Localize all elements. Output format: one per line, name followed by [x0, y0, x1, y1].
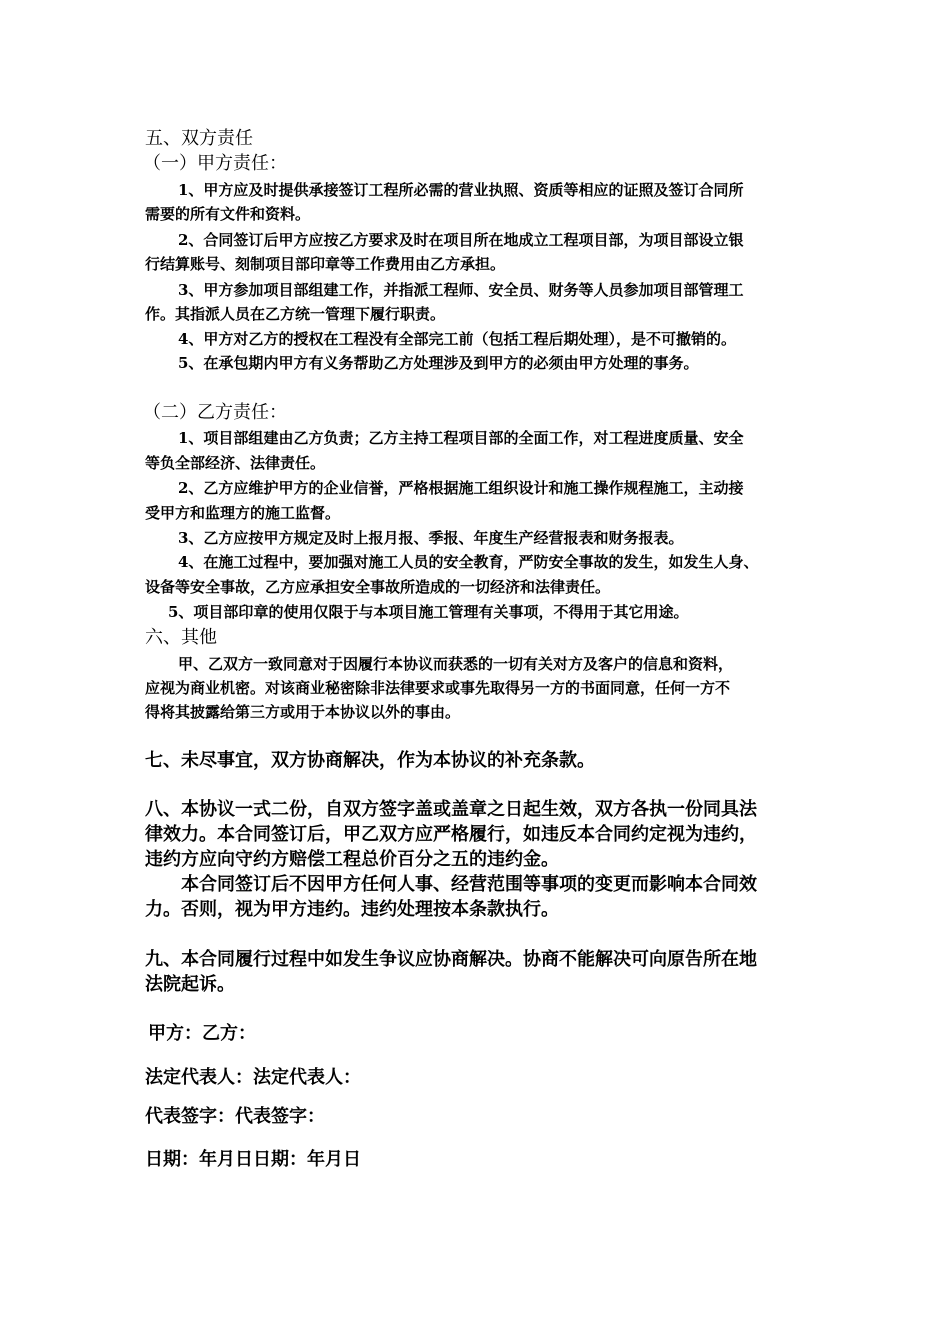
party-a-item-3-line-2: 作。其指派人员在乙方统一管理下履行职责。 — [145, 305, 446, 323]
party-b-item-5: 5、项目部印章的使用仅限于与本项目施工管理有关事项，不得用于其它用途。 — [168, 603, 689, 621]
party-b-item-3: 3、乙方应按甲方规定及时上报月报、季报、年度生产经营报表和财务报表。 — [178, 529, 684, 547]
section-7-text: 七、未尽事宜，双方协商解决，作为本协议的补充条款。 — [145, 750, 595, 771]
section-9-line-2: 法院起诉。 — [145, 974, 235, 995]
section-8-line-1: 八、本协议一式二份，自双方签字盖或盖章之日起生效，双方各执一份同具法 — [145, 799, 757, 820]
party-b-item-1-line-2: 等负全部经济、法律责任。 — [145, 454, 326, 472]
party-a-item-1-line-2: 需要的所有文件和资料。 — [145, 205, 311, 223]
party-a-item-2-line-1: 2、合同签订后甲方应按乙方要求及时在项目所在地成立工程项目部，为项目部设立银 — [178, 231, 744, 249]
section-6-line-1: 甲、乙双方一致同意对于因履行本协议而获悉的一切有关对方及客户的信息和资料， — [178, 655, 734, 673]
party-b-item-1-line-1: 1、项目部组建由乙方负责；乙方主持工程项目部的全面工作，对工程进度质量、安全 — [178, 429, 744, 447]
section-8-line-2: 律效力。本合同签订后，甲乙双方应严格履行，如违反本合同约定视为违约， — [145, 824, 757, 845]
section-8-line-5: 力。否则，视为甲方违约。违约处理按本条款执行。 — [145, 899, 559, 920]
section-9-line-1: 九、本合同履行过程中如发生争议应协商解决。协商不能解决可向原告所在地 — [145, 949, 757, 970]
signature-representative-sign: 代表签字：代表签字： — [145, 1106, 325, 1127]
section-6-title: 六、其他 — [145, 627, 217, 648]
party-b-item-2-line-2: 受甲方和监理方的施工监督。 — [145, 504, 341, 522]
signature-legal-representative: 法定代表人：法定代表人： — [145, 1067, 361, 1088]
party-b-heading: （二）乙方责任： — [143, 402, 287, 423]
section-6-line-3: 得将其披露给第三方或用于本协议以外的事由。 — [145, 703, 461, 721]
signature-date: 日期：年月日日期：年月日 — [145, 1149, 361, 1170]
party-b-item-4-line-1: 4、在施工过程中，要加强对施工人员的安全教育，严防安全事故的发生，如发生人身、 — [178, 553, 759, 571]
section-5-title: 五、双方责任 — [145, 128, 253, 149]
party-a-item-4: 4、甲方对乙方的授权在工程没有全部完工前（包括工程后期处理），是不可撤销的。 — [178, 330, 736, 348]
party-b-item-2-line-1: 2、乙方应维护甲方的企业信誉，严格根据施工组织设计和施工操作规程施工，主动接 — [178, 479, 744, 497]
section-6-line-2: 应视为商业机密。对该商业秘密除非法律要求或事先取得另一方的书面同意，任何一方不 — [145, 679, 731, 697]
section-8-line-3: 违约方应向守约方赔偿工程总价百分之五的违约金。 — [145, 849, 559, 870]
party-a-item-3-line-1: 3、甲方参加项目部组建工作，并指派工程师、安全员、财务等人员参加项目部管理工 — [178, 281, 744, 299]
party-a-item-5: 5、在承包期内甲方有义务帮助乙方处理涉及到甲方的必须由甲方处理的事务。 — [178, 354, 699, 372]
signature-parties: 甲方：乙方： — [148, 1023, 256, 1044]
section-8-line-4: 本合同签订后不因甲方任何人事、经营范围等事项的变更而影响本合同效 — [181, 874, 757, 895]
party-a-heading: （一）甲方责任： — [143, 153, 287, 174]
party-a-item-2-line-2: 行结算账号、刻制项目部印章等工作费用由乙方承担。 — [145, 255, 506, 273]
party-a-item-1-line-1: 1、甲方应及时提供承接签订工程所必需的营业执照、资质等相应的证照及签订合同所 — [178, 181, 744, 199]
party-b-item-4-line-2: 设备等安全事故，乙方应承担安全事故所造成的一切经济和法律责任。 — [145, 578, 611, 596]
